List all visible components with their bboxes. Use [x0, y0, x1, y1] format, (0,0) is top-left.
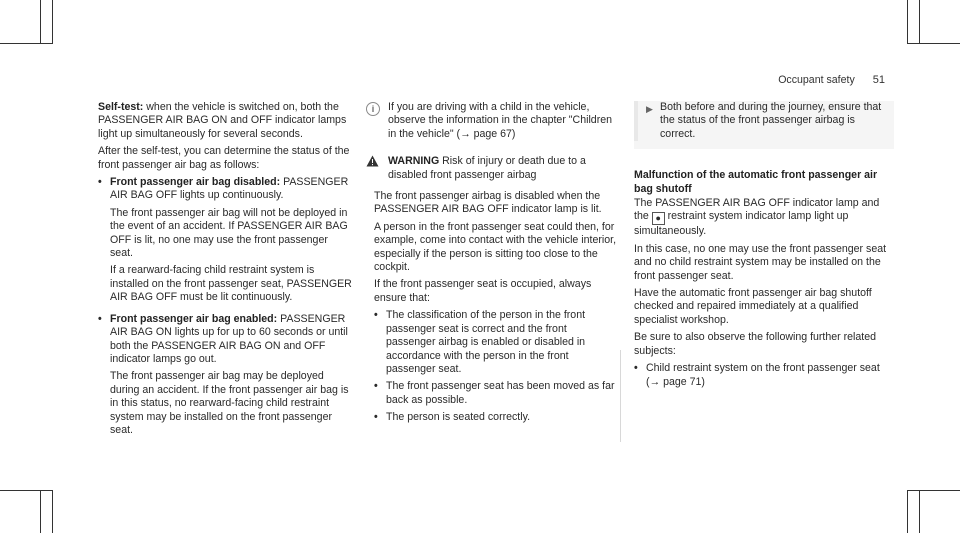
section-heading — [634, 169, 894, 196]
malfunction-paragraph: Have the automatic front passenger air bag shutoff checked and repaired immediately at a qualified specialist workshop. — [634, 287, 872, 326]
column-1 — [98, 101, 353, 445]
malfunction-paragraph: Be sure to also observe the following further related subjects: — [634, 331, 877, 357]
warning-bullet-text: The front passenger seat has been moved as far back as possible. — [386, 380, 615, 406]
bullet-icon: • — [98, 312, 102, 325]
play-arrow-icon: ▶ — [646, 104, 653, 114]
list-item — [374, 411, 616, 424]
column-2 — [366, 101, 616, 429]
crop-mark — [40, 0, 41, 44]
list-item — [374, 309, 616, 376]
crop-mark — [52, 0, 53, 44]
crop-mark — [52, 490, 53, 533]
list-item — [98, 313, 353, 442]
warning-title — [388, 155, 616, 182]
column-3 — [634, 101, 894, 393]
action-step — [634, 101, 894, 149]
malfunction-text: The PASSENGER AIR BAG OFF indicator lamp and the — [634, 197, 880, 223]
info-text: If you are driving with a child in the vehicle, observe the information in the chapter "Children in the vehicle" (→ page 67) — [388, 101, 612, 140]
warning-title-text: Risk of injury or death due to a disabled front passenger airbag — [388, 155, 586, 181]
crop-mark — [907, 490, 960, 491]
crop-mark — [907, 0, 908, 44]
seat-occupant-icon: ● — [652, 212, 665, 225]
crop-mark — [0, 490, 53, 491]
warning-label: WARNING — [388, 155, 440, 168]
step-text: Both before and during the journey, ensure that the status of the front passenger airbag is correct. — [660, 101, 882, 140]
section-heading-line: bag shutoff — [634, 182, 692, 195]
warning-paragraph: The front passenger airbag is disabled when the PASSENGER AIR BAG OFF indicator lamp is lit. — [374, 190, 602, 216]
disabled-text: PASSENGER AIR BAG OFF lights up continuously. — [110, 176, 349, 202]
crop-mark — [919, 490, 920, 533]
list-item — [374, 380, 616, 407]
list-item — [98, 176, 353, 309]
info-note — [366, 101, 616, 141]
page-number: 51 — [872, 74, 885, 86]
warning-paragraph: A person in the front passenger seat could then, for example, come into contact with the vehicle interior, especially if the person is sitting too close to the cockpit. — [374, 220, 617, 274]
step-bar — [634, 101, 638, 141]
info-icon: i — [366, 102, 380, 116]
crop-mark — [40, 490, 41, 533]
bullet-icon: • — [98, 176, 102, 189]
bullet-icon: • — [374, 380, 378, 393]
self-test-text: when the vehicle is switched on, both the PASSENGER AIR BAG ON and OFF indicator lamps light up simultaneously for several seconds. — [98, 101, 347, 140]
malfunction-paragraph — [634, 197, 894, 239]
disabled-child-seat: If a rearward-facing child restraint system is installed on the front passenger seat, PASSENGER AIR BAG OFF must be lit continuously. — [110, 264, 352, 304]
status-intro: After the self-test, you can determine the status of the front passenger air bag as follows: — [98, 145, 350, 171]
enabled-text: PASSENGER AIR BAG ON lights up for up to 60 seconds or until both the PASSENGER AIR BAG ON and OFF indicator lamps go out. — [110, 312, 348, 365]
disabled-paragraph — [110, 176, 353, 203]
crop-mark — [919, 0, 920, 44]
malfunction-paragraph: In this case, no one may use the front passenger seat and no child restraint system may be installed on the front passenger seat. — [634, 242, 887, 282]
warning-bullet-text: The classification of the person in the front passenger seat is correct and the front passenger airbag is enabled or disabled in accordance with the person in the front passenger seat. — [386, 309, 586, 375]
crop-mark — [907, 490, 908, 533]
crop-mark — [0, 43, 53, 44]
bullet-icon: • — [374, 411, 378, 424]
warning-paragraph: If the front passenger seat is occupied, always ensure that: — [374, 278, 592, 304]
section-title: Occupant safety — [778, 74, 855, 86]
bullet-icon: • — [374, 309, 378, 322]
warning-bullet-text: The person is seated correctly. — [386, 411, 531, 424]
self-test-paragraph — [98, 101, 353, 141]
enabled-detail: The front passenger air bag may be deployed during an accident. If the front passenger air bag is in this status, no rearward-facing child restraint system may be installed on the front passenger seat. — [110, 370, 349, 436]
related-link[interactable]: Child restraint system on the front passenger seat (→ page 71) — [646, 362, 880, 388]
section-heading-line: Malfunction of the automatic front passenger air — [634, 169, 878, 182]
self-test-label: Self-test: — [98, 101, 144, 113]
warning-box — [366, 155, 616, 424]
page-header — [778, 74, 885, 87]
warning-triangle-icon — [366, 155, 388, 182]
bullet-icon: • — [634, 362, 638, 375]
disabled-label: Front passenger air bag disabled: — [110, 176, 281, 189]
disabled-detail: The front passenger air bag will not be deployed in the event of an accident. If PASSENGER AIR BAG OFF is lit, no one may use the front passenger seat. — [110, 206, 348, 260]
list-item — [634, 362, 894, 389]
malfunction-text: restraint system indicator lamp light up simultaneously. — [634, 210, 849, 238]
warning-header — [366, 155, 616, 182]
crop-mark — [907, 43, 960, 44]
column-divider — [620, 350, 621, 442]
enabled-paragraph — [110, 313, 353, 367]
enabled-label: Front passenger air bag enabled: — [110, 312, 278, 325]
